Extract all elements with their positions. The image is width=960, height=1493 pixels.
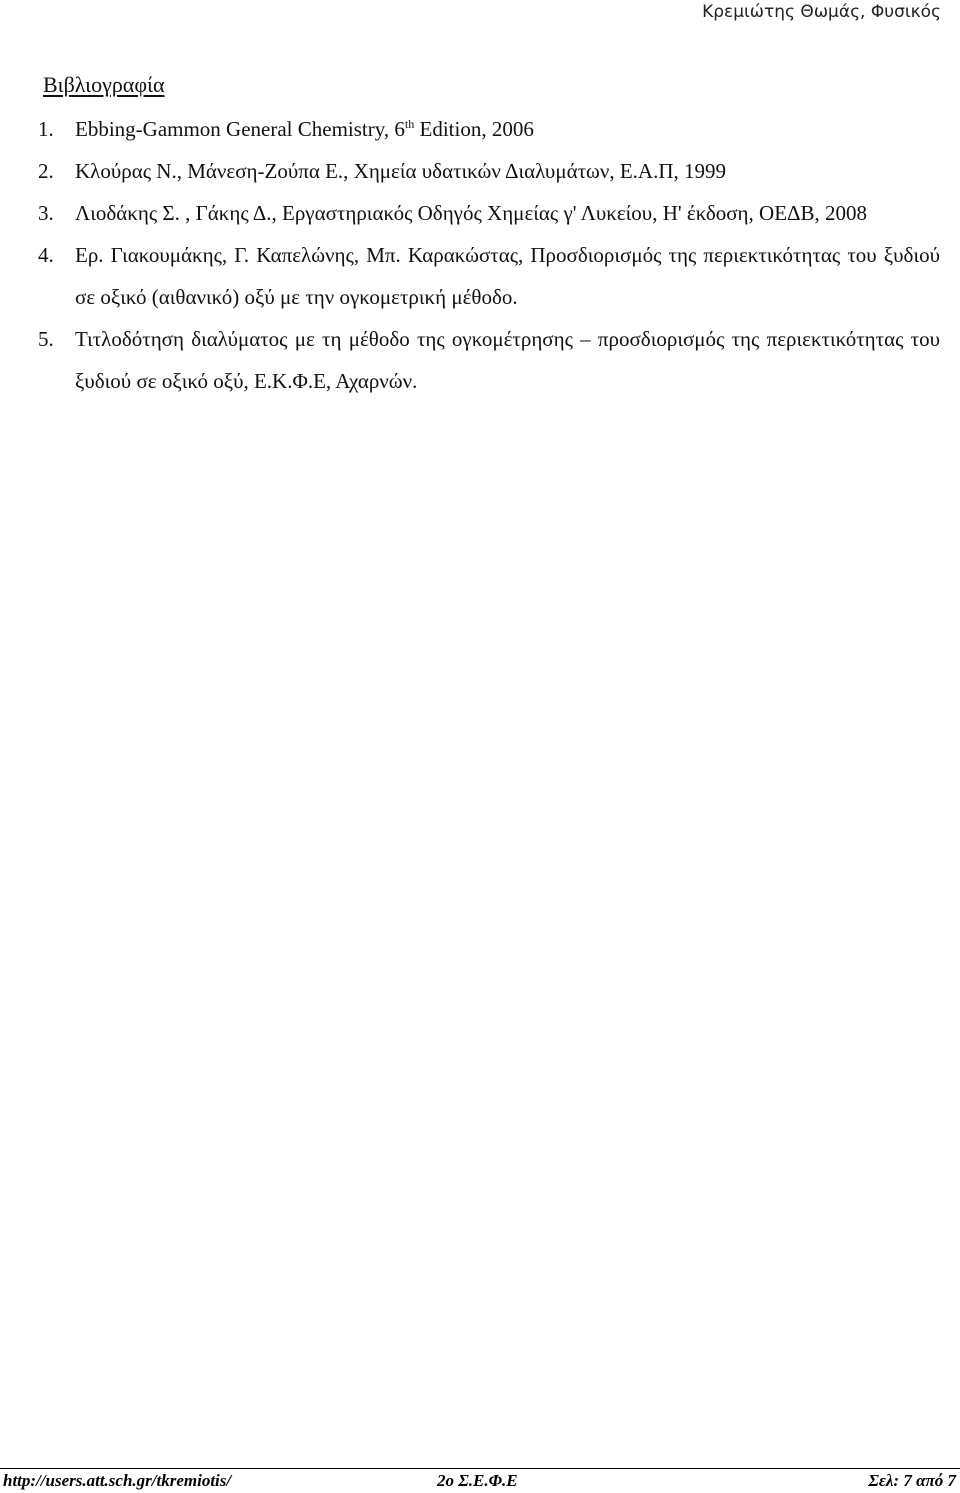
list-item-text: Λιοδάκης Σ. , Γάκης Δ., Εργαστηριακός Οδηγός Χημείας γ' Λυκείου, Η' έκδοση, ΟΕΔΒ, 2008 (75, 201, 868, 225)
section-title: Βιβλιογραφία (43, 72, 165, 97)
bibliography-list (38, 108, 940, 402)
reference-edition: Edition, 2006 (414, 117, 534, 141)
footer-divider (0, 1468, 960, 1469)
list-item-number: 5. (38, 327, 54, 351)
list-item-number: 3. (38, 201, 54, 225)
list-item (38, 234, 940, 318)
header-author: Κρεμιώτης Θωμάς, Φυσικός (702, 2, 941, 22)
list-item-text: Ερ. Γιακουμάκης, Γ. Καπελώνης, Μπ. Καρακώστας, Προσδιορισμός της περιεκτικότητας του ξυδιού σε οξικό (αιθανικό) οξύ με την ογκομετρική μέθοδο. (75, 243, 940, 309)
list-item (38, 192, 940, 234)
footer-url: http://users.att.sch.gr/tkremiotis/ (3, 1471, 232, 1490)
list-item-text: Τιτλοδότηση διαλύματος με τη μέθοδο της ογκομέτρησης – προσδιορισμός της περιεκτικότητας του ξυδιού σε οξικό οξύ, Ε.Κ.Φ.Ε, Αχαρνών. (75, 327, 940, 393)
list-item (38, 318, 940, 402)
reference-title: Ebbing-Gammon General Chemistry, 6 (75, 117, 405, 141)
footer-course: 2ο Σ.Ε.Φ.Ε (437, 1471, 518, 1490)
list-item-text (75, 108, 940, 150)
page-footer (0, 1471, 960, 1493)
footer-page-number: Σελ: 7 από 7 (868, 1471, 956, 1490)
list-item (38, 150, 940, 192)
list-item-number: 2. (38, 159, 54, 183)
list-item-text: Κλούρας Ν., Μάνεση-Ζούπα Ε., Χημεία υδατικών Διαλυμάτων, Ε.Α.Π, 1999 (75, 159, 726, 183)
list-item (38, 108, 940, 150)
list-item-number: 4. (38, 243, 54, 267)
ordinal-superscript: th (404, 117, 415, 131)
list-item-number: 1. (38, 117, 54, 141)
